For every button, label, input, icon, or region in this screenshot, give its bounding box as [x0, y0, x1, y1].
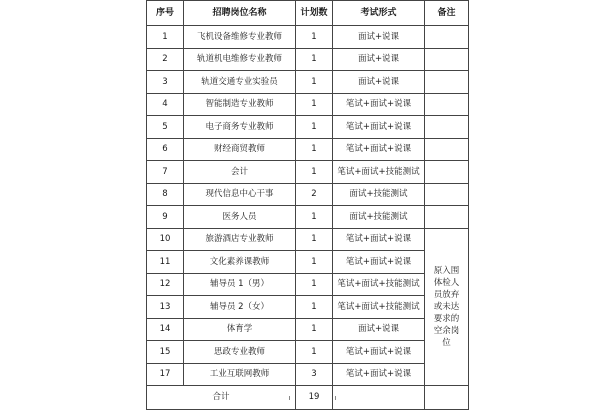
- cell-exam: 笔试+面试+说课: [333, 93, 425, 116]
- recruitment-table: [146, 0, 469, 410]
- cell-remarks: [425, 48, 469, 71]
- table-row: [147, 138, 469, 161]
- cell-no: 10: [147, 228, 184, 251]
- cell-no: 14: [147, 318, 184, 341]
- cell-remarks: [425, 26, 469, 49]
- cell-exam: 笔试+面试+技能测试: [333, 273, 425, 296]
- cell-exam: 面试+技能测试: [333, 183, 425, 206]
- cell-no: 15: [147, 341, 184, 364]
- cell-exam: 笔试+面试+说课: [333, 138, 425, 161]
- header-no: 序号: [147, 1, 184, 26]
- cell-position: 辅导员 1（男）: [184, 273, 296, 296]
- header-planned: 计划数: [296, 1, 333, 26]
- cell-position: 文化素养课教师: [184, 251, 296, 274]
- table-row: [147, 183, 469, 206]
- cell-planned: 1: [296, 341, 333, 364]
- cell-position: 现代信息中心干事: [184, 183, 296, 206]
- cell-exam: 笔试+面试+技能测试: [333, 161, 425, 184]
- table-row: [147, 341, 469, 364]
- cell-planned: 1: [296, 251, 333, 274]
- cell-position: 会计: [184, 161, 296, 184]
- cell-exam: 面试+说课: [333, 71, 425, 94]
- cell-planned: 2: [296, 183, 333, 206]
- table-row: [147, 251, 469, 274]
- cell-planned: 1: [296, 161, 333, 184]
- cell-planned: 1: [296, 273, 333, 296]
- cell-no: 5: [147, 116, 184, 139]
- cell-position: 工业互联网教师: [184, 363, 296, 386]
- cell-remarks: [425, 161, 469, 184]
- cell-position: 飞机设备维修专业教师: [184, 26, 296, 49]
- cell-no: 9: [147, 206, 184, 229]
- cell-planned: 3: [296, 363, 333, 386]
- cell-exam: 笔试+面试+说课: [333, 251, 425, 274]
- table-row: [147, 48, 469, 71]
- total-remarks-empty: [425, 386, 469, 410]
- cell-no: 1: [147, 26, 184, 49]
- cell-position: 体育学: [184, 318, 296, 341]
- cell-no: 13: [147, 296, 184, 319]
- table-row: [147, 93, 469, 116]
- header-remarks: 备注: [425, 1, 469, 26]
- table-row: [147, 161, 469, 184]
- table-row: [147, 26, 469, 49]
- cell-remarks: [425, 71, 469, 94]
- cell-position: 辅导员 2（女）: [184, 296, 296, 319]
- cell-position: 轨道交通专业实验员: [184, 71, 296, 94]
- cell-no: 12: [147, 273, 184, 296]
- table-row: [147, 273, 469, 296]
- total-row: [147, 386, 469, 410]
- cell-remarks: [425, 138, 469, 161]
- table-header-row: [147, 1, 469, 26]
- cell-no: 11: [147, 251, 184, 274]
- table-row: [147, 296, 469, 319]
- cell-position: 智能制造专业教师: [184, 93, 296, 116]
- table-row: [147, 206, 469, 229]
- cell-planned: 1: [296, 93, 333, 116]
- cell-exam: 笔试+面试+技能测试: [333, 296, 425, 319]
- cell-no: 7: [147, 161, 184, 184]
- next-page-border-left: [289, 396, 290, 400]
- cell-planned: 1: [296, 206, 333, 229]
- header-position: 招聘岗位名称: [184, 1, 296, 26]
- total-planned: 19: [296, 386, 333, 410]
- cell-position: 财经商贸教师: [184, 138, 296, 161]
- header-exam: 考试形式: [333, 1, 425, 26]
- table-row: [147, 228, 469, 251]
- cell-planned: 1: [296, 116, 333, 139]
- recruitment-table-sheet: [146, 0, 469, 410]
- cell-remarks: [425, 206, 469, 229]
- cell-no: 3: [147, 71, 184, 94]
- cell-exam: 面试+说课: [333, 48, 425, 71]
- cell-planned: 1: [296, 26, 333, 49]
- total-label: 合计: [147, 386, 296, 410]
- cell-position: 思政专业教师: [184, 341, 296, 364]
- cell-exam: 笔试+面试+说课: [333, 116, 425, 139]
- cell-exam: 笔试+面试+说课: [333, 228, 425, 251]
- cell-planned: 1: [296, 138, 333, 161]
- cell-exam: 面试+说课: [333, 26, 425, 49]
- cell-position: 旅游酒店专业教师: [184, 228, 296, 251]
- cell-no: 2: [147, 48, 184, 71]
- cell-no: 4: [147, 93, 184, 116]
- cell-planned: 1: [296, 228, 333, 251]
- cell-exam: 面试+技能测试: [333, 206, 425, 229]
- table-row: [147, 71, 469, 94]
- cell-planned: 1: [296, 296, 333, 319]
- table-row: [147, 318, 469, 341]
- cell-planned: 1: [296, 318, 333, 341]
- cell-exam: 笔试+面试+说课: [333, 341, 425, 364]
- table-body: [147, 26, 469, 410]
- cell-no: 17: [147, 363, 184, 386]
- cell-remarks: [425, 93, 469, 116]
- cell-position: 医务人员: [184, 206, 296, 229]
- cell-no: 6: [147, 138, 184, 161]
- cell-remarks: [425, 116, 469, 139]
- cell-no: 8: [147, 183, 184, 206]
- cell-remarks-note: 原入围体检人员放弃或未达要求的空余岗位: [425, 228, 469, 386]
- cell-planned: 1: [296, 48, 333, 71]
- table-row: [147, 116, 469, 139]
- cell-remarks: [425, 183, 469, 206]
- cell-exam: 面试+说课: [333, 318, 425, 341]
- cell-planned: 1: [296, 71, 333, 94]
- table-row: [147, 363, 469, 386]
- next-page-border-right: [335, 396, 336, 400]
- cell-position: 轨道机电维修专业教师: [184, 48, 296, 71]
- cell-position: 电子商务专业教师: [184, 116, 296, 139]
- cell-exam: 笔试+面试+说课: [333, 363, 425, 386]
- total-exam-empty: [333, 386, 425, 410]
